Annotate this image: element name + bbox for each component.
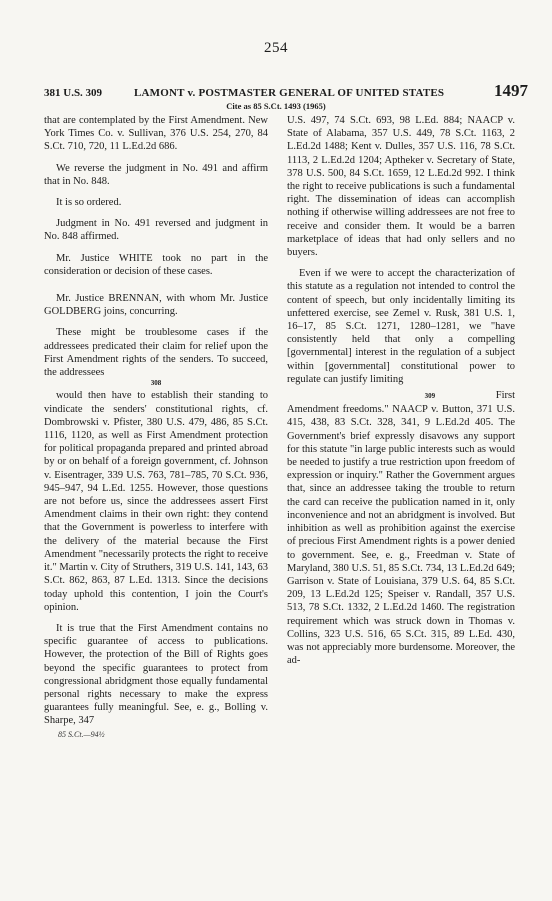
paragraph: U.S. 497, 74 S.Ct. 693, 98 L.Ed. 884; NAACP v. State of Alabama, 357 U.S. 449, 78 S.Ct. 1163, 2 L.Ed.2d 1488; Kent v. Dulles, 357 U.S. 116, 78 S.Ct. 1113, 2 L.Ed.2d 1204; Aptheker v. Secretary of State, 378 U.S. 500, 84 S.Ct. 1659, 12 L.Ed.2d 992. I think the right to receive publications is such a fundamental right. The dissemination of ideas can accomplish nothing if otherwise willing addressees are not free to receive and consider them. It would be a barren marketplace of ideas that had only sellers and no buyers. — [287, 115, 515, 259]
paragraph: Mr. Justice WHITE took no part in the consideration or decision of these cases. — [44, 252, 268, 277]
reporter-page-number: 1497 — [494, 81, 528, 100]
paragraph: It is so ordered. — [56, 197, 122, 209]
star-page-line — [287, 389, 515, 403]
footnote-mark: 85 S.Ct.—94½ — [58, 729, 105, 739]
continuation-word: First — [495, 390, 515, 402]
left-column — [44, 114, 268, 741]
paragraph: Mr. Justice BRENNAN, with whom Mr. Justice GOLDBERG joins, concurring. — [44, 293, 268, 318]
paragraph: Judgment in No. 491 reversed and judgment in No. 848 affirmed. — [44, 218, 268, 243]
page-number: 254 — [264, 40, 288, 56]
paragraph: would then have to establish their standing to vindicate the senders' constitutional rights, cf. Dombrowski v. Pfister, 380 U.S. 479, 486, 85 S.Ct. 1116, 1120, as well as First Amendment protection for political propaganda prepared and printed abroad by or on behalf of a foreign government, cf. Johnson v. Eisentrager, 339 U.S. 763, 781–785, 70 S.Ct. 936, 945–947, 94 L.Ed. 1255. However, those questions are not before us, since the addressees assert First Amendment claims in their own right: they contend that the Government is powerless to interfere with the delivery of the material because the First Amendment "necessarily protects the right to receive it." Martin v. City of Struthers, 319 U.S. 141, 143, 63 S.Ct. 862, 863, 87 L.Ed. 1313. Since the decisions today uphold this contention, I join the Court's opinion. — [44, 390, 268, 613]
reporter-citation: 381 U.S. 309 — [44, 87, 103, 99]
paragraph: that are contemplated by the First Amendment. New York Times Co. v. Sullivan, 376 U.S. 254, 270, 84 S.Ct. 710, 720, 11 L.Ed.2d 686. — [44, 115, 268, 153]
paragraph: Even if we were to accept the characterization of this statute as a regulation not intended to control the content of speech, but only incidentally limiting its unfettered exercise, see Zemel v. Rusk, 381 U.S. 1, 16–17, 85 S.Ct. 1271, 1280–1281, we "have consistently held that only a compelling [governmental] interest in the regulation of a subject within [governmental] constitutional power to regulate can justify limiting — [287, 268, 515, 385]
paragraph: We reverse the judgment in No. 491 and affirm that in No. 848. — [44, 162, 268, 187]
star-page-marker: 309 — [424, 392, 436, 401]
case-title: LAMONT v. POSTMASTER GENERAL OF UNITED STATES — [134, 87, 445, 99]
cite-line: Cite as 85 S.Ct. 1493 (1965) — [226, 101, 326, 111]
paragraph: It is true that the First Amendment contains no specific guarantee of access to publications. However, the protection of the Bill of Rights goes beyond the specific guarantees to protect from congressional abridgment those equally fundamental personal rights necessary to make the express guarantees fully meaningful. See, e. g., Bolling v. Sharpe, 347 — [44, 622, 268, 727]
star-page-marker: 308 — [150, 379, 162, 388]
right-column — [287, 114, 515, 675]
paragraph: These might be troublesome cases if the addressees predicated their claim for relief upon the First Amendment rights of the senders. To succeed, the addressees — [44, 327, 268, 379]
paragraph: Amendment freedoms." NAACP v. Button, 371 U.S. 415, 438, 83 S.Ct. 328, 341, 9 L.Ed.2d 405. The Government's brief expressly disavows any support for this statute "in large public interests such as would be needed to justify a true restriction upon freedom of expression or inquiry." Rather the Government argues that, since an addressee taking the trouble to return the card can receive the publication named in it, only inconvenience and not an abridgment is involved. But inhibition as well as prohibition against the exercise of precious First Amendment rights is a power denied to government. See, e. g., Freedman v. State of Maryland, 380 U.S. 51, 85 S.Ct. 734, 13 L.Ed.2d 649; Garrison v. State of Louisiana, 379 U.S. 64, 85 S.Ct. 209, 13 L.Ed.2d 125; Speiser v. Randall, 357 U.S. 513, 78 S.Ct. 1332, 2 L.Ed.2d 1460. The registration requirement which was struck down in Thomas v. Collins, 323 U.S. 516, 65 S.Ct. 315, 89 L.Ed. 430, was not appreciably more burdensome. Moreover, the ad- — [287, 404, 515, 667]
